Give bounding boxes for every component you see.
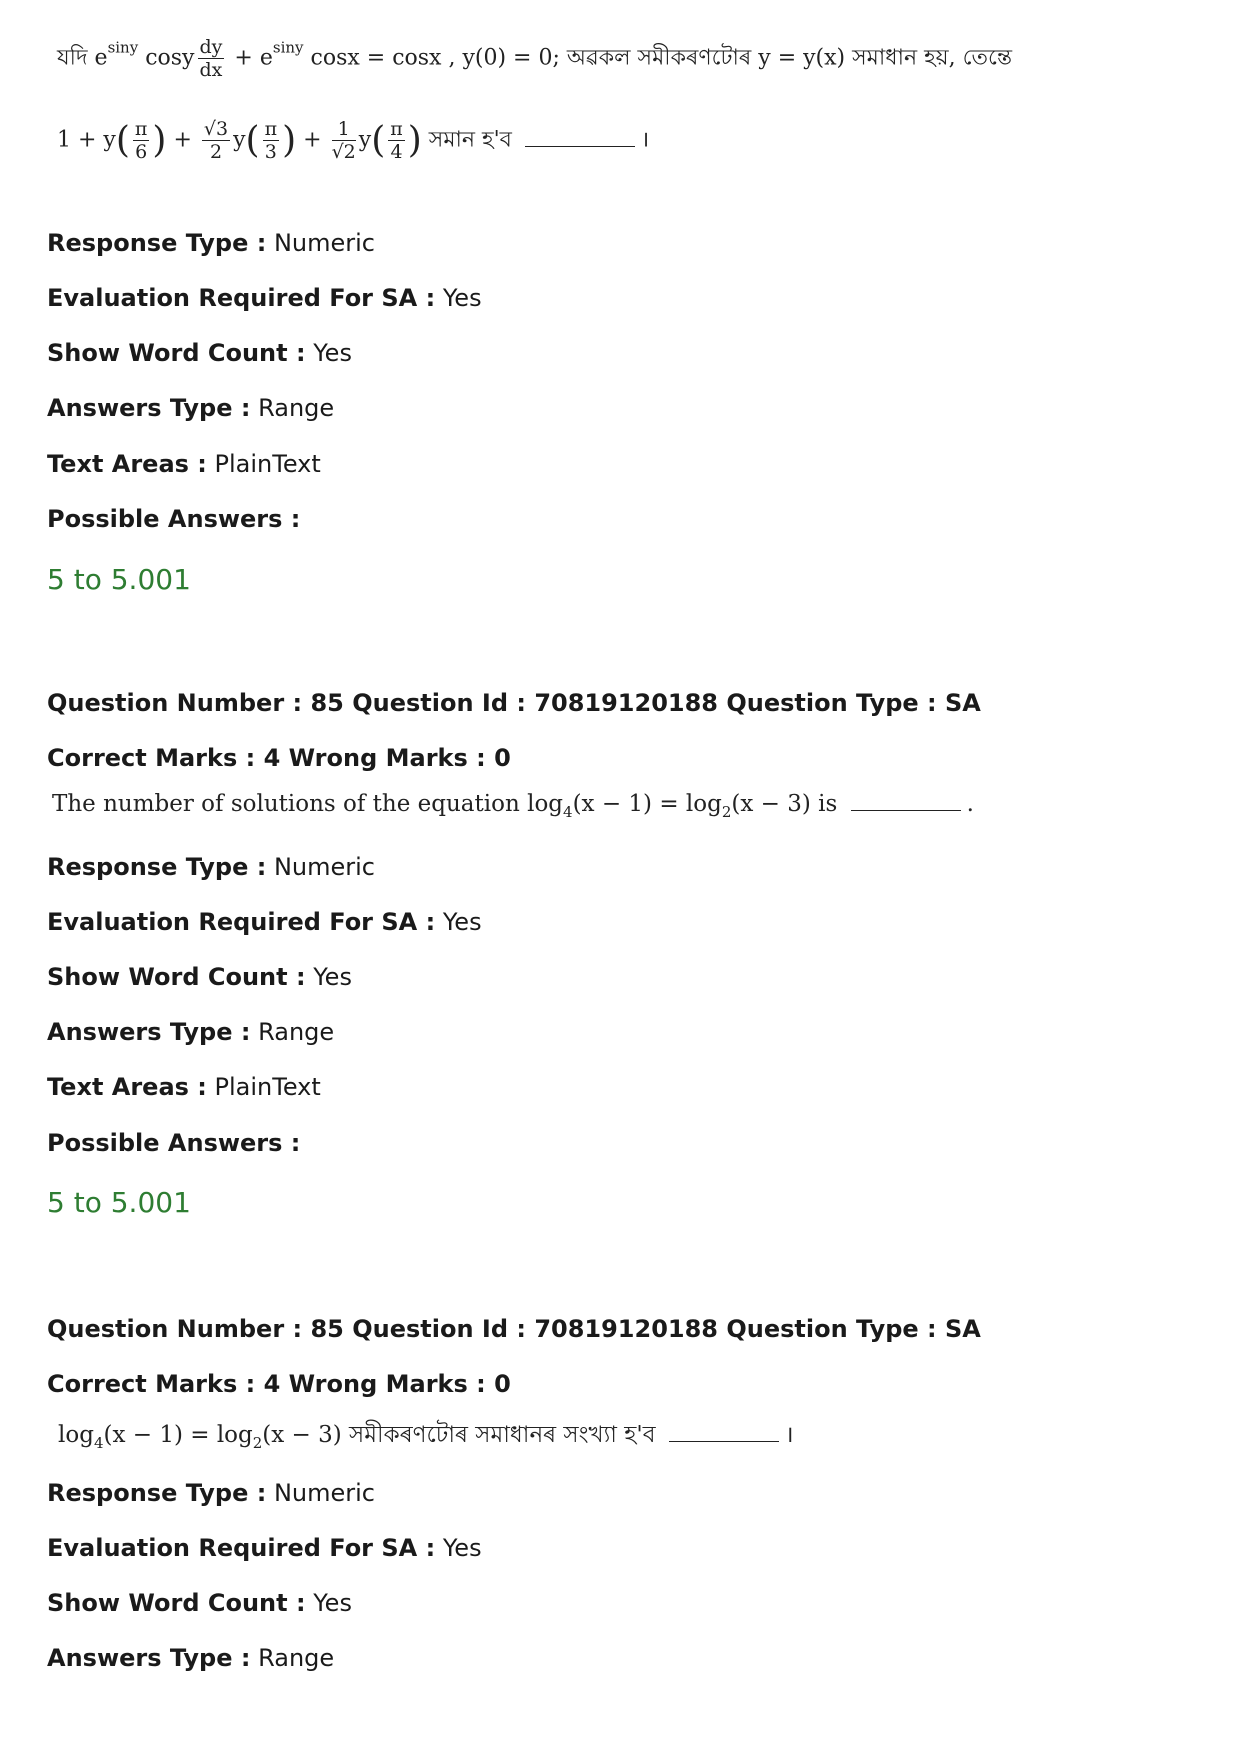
question-header: Question Number : 85 Question Id : 70819120188 Question Type : SA: [47, 1315, 981, 1343]
paren-open: (: [371, 120, 386, 161]
y-term: y: [358, 127, 372, 153]
paren-close: ): [282, 120, 297, 161]
question-prefix: যদি: [57, 45, 88, 71]
meta-label: Response Type :: [47, 1479, 267, 1507]
question-text-part: (x − 3) is: [731, 791, 838, 817]
meta-response-type: [47, 852, 375, 882]
fraction-pi-3: [263, 118, 280, 163]
question-text-part: (x − 1) = log: [572, 791, 722, 817]
question-text-part: The number of solutions of the equation log: [52, 791, 564, 817]
meta-label: Answers Type :: [47, 1018, 251, 1046]
question-text: [52, 791, 974, 821]
numerator: π: [264, 118, 278, 140]
question-header: Question Number : 85 Question Id : 70819120188 Question Type : SA: [47, 689, 981, 717]
meta-label: Show Word Count :: [47, 339, 306, 367]
paren-close: ): [152, 120, 167, 161]
paren-close: ): [407, 120, 422, 161]
meta-evaluation-required: [47, 907, 482, 937]
exponent: siny: [107, 38, 139, 57]
fraction-pi-4: [388, 118, 405, 163]
meta-response-type: [47, 1478, 375, 1508]
question-marks: Correct Marks : 4 Wrong Marks : 0: [47, 1370, 511, 1398]
meta-answers-type: [47, 1643, 334, 1673]
meta-label: Possible Answers :: [47, 1129, 301, 1157]
cos-term: cosy: [145, 45, 195, 71]
equation-tail: cosx = cosx , y(0) = 0; অৱকল সমীকৰণটোৰ y = y(x) সমাধান হয়, তেন্তে: [310, 45, 1013, 71]
meta-label: Response Type :: [47, 229, 267, 257]
meta-label: Evaluation Required For SA :: [47, 1534, 436, 1562]
question-text-part: (x − 1) = log: [103, 1422, 253, 1448]
log-base: 4: [563, 803, 573, 821]
meta-label: Evaluation Required For SA :: [47, 284, 436, 312]
numerator: √3: [203, 118, 229, 140]
answer-blank: [851, 800, 961, 811]
sentence-end: ।: [784, 1422, 794, 1448]
meta-answers-type: [47, 1017, 334, 1047]
denominator: 6: [135, 141, 148, 163]
exp-base: e: [259, 45, 273, 71]
meta-show-word-count: [47, 338, 352, 368]
fraction-sqrt3-2: [202, 118, 230, 163]
meta-label: Show Word Count :: [47, 1589, 306, 1617]
plus-sign: +: [173, 127, 192, 153]
meta-value: PlainText: [214, 1073, 321, 1101]
fraction-pi-6: [133, 118, 150, 163]
meta-value: Yes: [313, 963, 352, 991]
possible-answer-value: 5 to 5.001: [47, 563, 191, 596]
meta-show-word-count: [47, 1588, 352, 1618]
sentence-end: ।: [640, 127, 650, 153]
denominator: 2: [209, 141, 223, 163]
equation-tail: সমান হ'ব: [428, 127, 512, 153]
meta-show-word-count: [47, 962, 352, 992]
answer-blank: [525, 136, 635, 147]
meta-response-type: [47, 228, 375, 258]
numerator: dy: [199, 36, 223, 58]
denominator: 3: [264, 141, 277, 163]
numerator: 1: [332, 118, 356, 141]
meta-possible-answers: [47, 504, 300, 534]
meta-value: Numeric: [273, 1479, 375, 1507]
meta-label: Text Areas :: [47, 1073, 207, 1101]
meta-value: PlainText: [214, 450, 321, 478]
meta-label: Possible Answers :: [47, 505, 301, 533]
question-equation-line-1: [57, 36, 1012, 81]
exponent: siny: [272, 38, 304, 57]
meta-value: Range: [258, 1644, 335, 1672]
meta-value: Range: [258, 1018, 335, 1046]
fraction-1-sqrt2: [332, 118, 356, 163]
meta-value: Yes: [442, 908, 482, 936]
meta-label: Answers Type :: [47, 1644, 251, 1672]
possible-answer-value: 5 to 5.001: [47, 1186, 191, 1219]
denominator: dx: [199, 59, 223, 81]
question-text-part: log: [58, 1422, 94, 1448]
plus-sign: +: [303, 127, 322, 153]
meta-label: Evaluation Required For SA :: [47, 908, 436, 936]
meta-evaluation-required: [47, 283, 482, 313]
numerator: π: [134, 118, 148, 140]
exp-base: e: [94, 45, 108, 71]
meta-value: Yes: [442, 284, 482, 312]
meta-label: Answers Type :: [47, 394, 251, 422]
meta-value: Range: [258, 394, 335, 422]
sentence-end: .: [966, 791, 974, 817]
question-equation-line-2: [57, 118, 649, 163]
meta-value: Yes: [442, 1534, 482, 1562]
meta-label: Response Type :: [47, 853, 267, 881]
meta-possible-answers: [47, 1128, 300, 1158]
meta-value: Numeric: [273, 853, 375, 881]
plus-sign: +: [234, 45, 253, 71]
meta-value: Numeric: [273, 229, 375, 257]
meta-evaluation-required: [47, 1533, 482, 1563]
paren-open: (: [245, 120, 260, 161]
y-term: y: [233, 127, 246, 153]
meta-text-areas: [47, 1072, 321, 1102]
answer-blank: [669, 1431, 779, 1442]
meta-text-areas: [47, 449, 321, 479]
log-base: 2: [252, 1434, 263, 1452]
numerator: π: [390, 118, 403, 140]
denominator: √2: [331, 141, 356, 163]
meta-label: Text Areas :: [47, 450, 207, 478]
meta-label: Show Word Count :: [47, 963, 306, 991]
log-base: 4: [93, 1434, 104, 1452]
fraction-dydx: [198, 36, 225, 81]
paren-open: (: [115, 120, 130, 161]
log-base: 2: [721, 803, 732, 821]
meta-value: Yes: [313, 1589, 352, 1617]
question-text: [58, 1416, 794, 1455]
meta-answers-type: [47, 393, 334, 423]
meta-value: Yes: [313, 339, 352, 367]
expression-start: 1 + y: [57, 127, 116, 153]
question-marks: Correct Marks : 4 Wrong Marks : 0: [47, 744, 511, 772]
denominator: 4: [390, 141, 403, 163]
question-text-part: (x − 3) সমীকৰণটোৰ সমাধানৰ সংখ্যা হ'ব: [262, 1422, 656, 1448]
